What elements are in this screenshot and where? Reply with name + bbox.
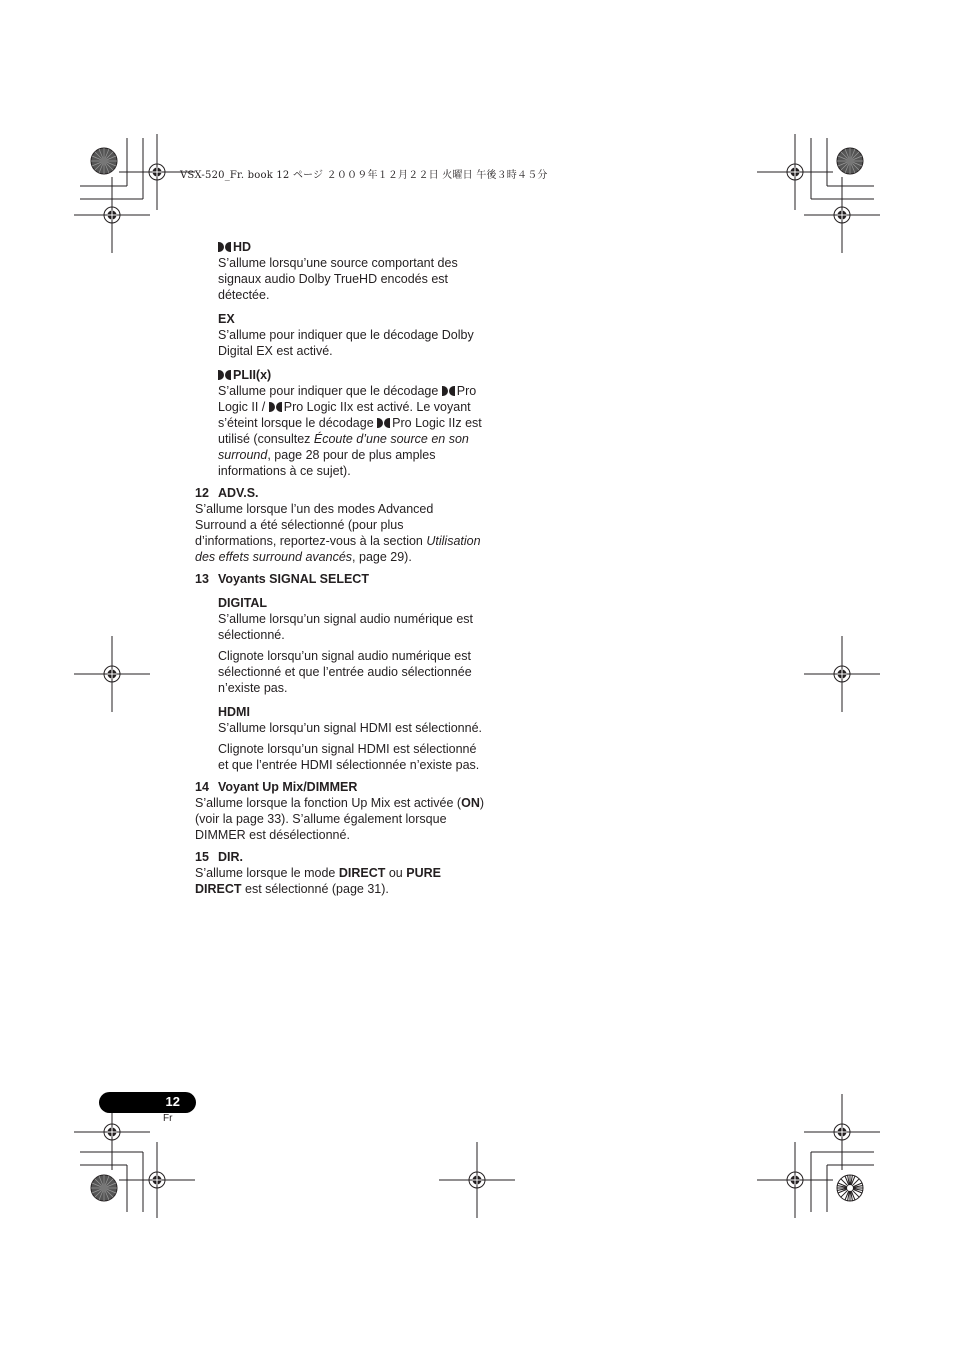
hdmi-section xyxy=(195,704,485,773)
hd-text: S’allume lorsqu’une source comportant des signaux audio Dolby TrueHD encodés est détectée. xyxy=(218,256,458,302)
item-14 xyxy=(195,779,485,843)
item-14-text: S’allume lorsque la fonction Up Mix est activée (ON) (voir la page 33). S’allume également lorsque DIMMER est désélectionné. xyxy=(195,796,485,842)
registration-mark-bottom-left xyxy=(119,1142,195,1218)
registration-mark-left-middle xyxy=(74,636,150,712)
item-13-heading: 13 Voyants SIGNAL SELECT xyxy=(195,572,369,586)
main-content xyxy=(195,239,485,897)
surround-reference: Écoute d’une source en son surround xyxy=(218,432,469,462)
registration-mark-right-middle xyxy=(804,636,880,712)
ex-heading: EX xyxy=(218,312,235,326)
color-target-bottom-right xyxy=(837,1175,863,1201)
plii-heading: PLII(x) xyxy=(218,367,485,383)
dolby-double-d-icon xyxy=(218,242,232,252)
item-12-text: S’allume lorsque l’un des modes Advanced Surround a été sélectionné (pour plus d’informations, reportez-vous à la section Utilisation des effets surround avancés, page 29). xyxy=(195,502,481,564)
hdmi-text-2: Clignote lorsqu’un signal HDMI est sélectionné et que l’entrée HDMI sélectionnée n’existe pas. xyxy=(218,742,480,772)
item-13 xyxy=(195,571,485,773)
item-14-heading: 14 Voyant Up Mix/DIMMER xyxy=(195,780,358,794)
dolby-double-d-icon xyxy=(218,370,232,380)
registration-mark-right-top xyxy=(804,177,880,253)
ex-text: S’allume pour indiquer que le décodage Dolby Digital EX est activé. xyxy=(218,328,474,358)
digital-section xyxy=(195,595,485,696)
digital-text-2: Clignote lorsqu’un signal audio numérique est sélectionné et que l’entrée audio sélectionnée n’existe pas. xyxy=(218,649,472,695)
item-15-heading: 15 DIR. xyxy=(195,850,243,864)
registration-mark-left-top xyxy=(74,177,150,253)
digital-text-1: S’allume lorsqu’un signal audio numérique est sélectionné. xyxy=(218,612,474,642)
hdmi-text-1: S’allume lorsqu’un signal HDMI est sélectionné. xyxy=(218,721,483,735)
item-15 xyxy=(195,849,485,897)
plii-text: S’allume pour indiquer que le décodage Pro Logic II / Pro Logic IIx est activé. Le voyant s’éteint lorsque le décodage Pro Logic IIz est utilisé (consultez Écoute d’une source en son surround, page 28 pour de plus amples informations à ce sujet). xyxy=(218,384,482,478)
color-target-top-left xyxy=(91,148,117,174)
plii-section xyxy=(195,367,485,479)
hd-section xyxy=(195,239,485,303)
registration-mark-right-bottom xyxy=(804,1094,880,1170)
hd-heading: HD xyxy=(218,239,485,255)
registration-mark-bottom-right xyxy=(757,1142,833,1218)
dolby-double-d-icon xyxy=(377,418,391,428)
color-target-top-right xyxy=(837,148,863,174)
page-number: 12 xyxy=(165,1094,180,1109)
dolby-double-d-icon xyxy=(269,402,283,412)
item-15-text: S’allume lorsque le mode DIRECT ou PURE DIRECT est sélectionné (page 31). xyxy=(195,866,441,896)
registration-mark-bottom-center xyxy=(439,1142,515,1218)
color-target-bottom-left xyxy=(91,1175,117,1201)
item-12-heading: 12 ADV.S. xyxy=(195,486,259,500)
item-12 xyxy=(195,485,485,565)
print-slug-line: VSX-520_Fr. book 12 ページ ２００９年１２月２２日 火曜日 午後３時４５分 xyxy=(180,170,548,181)
hdmi-heading: HDMI xyxy=(218,705,250,719)
digital-heading: DIGITAL xyxy=(218,596,268,610)
advanced-surround-reference: Utilisation des effets surround avancés xyxy=(195,534,481,564)
page-language: Fr xyxy=(163,1113,173,1124)
page-number-badge xyxy=(99,1092,196,1113)
dolby-double-d-icon xyxy=(442,386,456,396)
ex-section xyxy=(195,311,485,359)
